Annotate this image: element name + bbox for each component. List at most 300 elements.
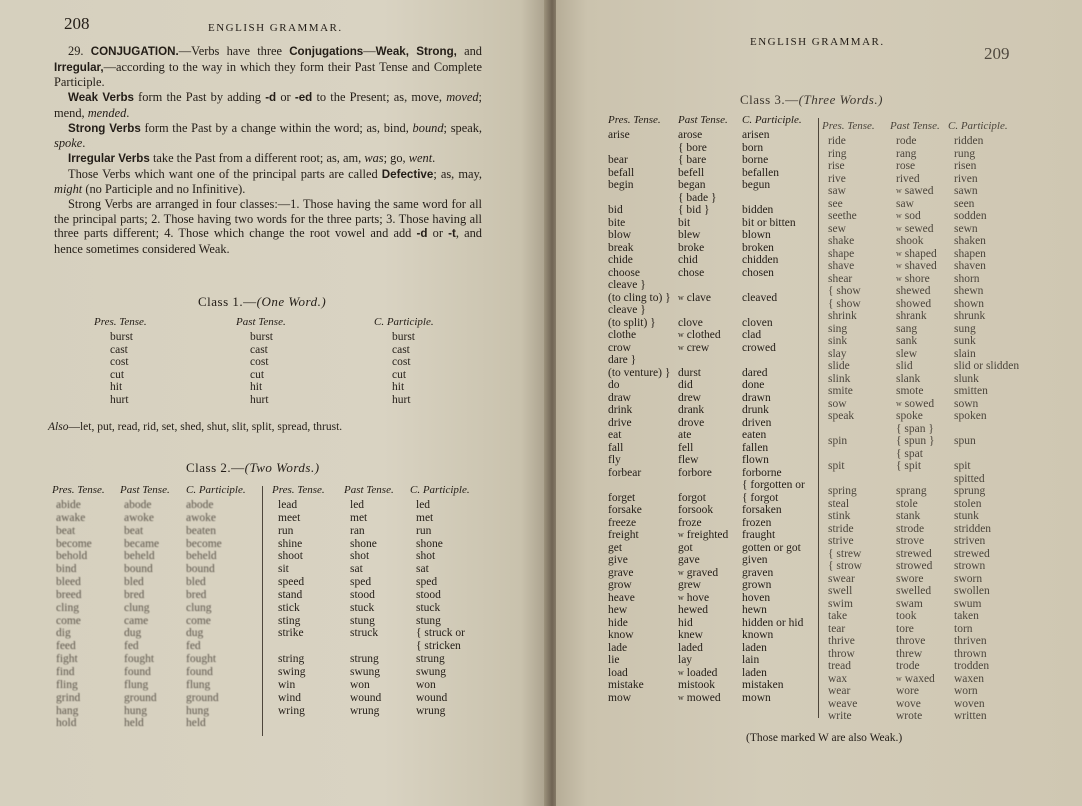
paragraph-text: (no Participle and no Infinitive).: [82, 182, 246, 197]
verb-form-cell: burst: [110, 331, 133, 343]
verb-form-cell: come: [186, 614, 211, 627]
verb-form-cell: [742, 192, 805, 205]
verb-form-cell: done: [742, 379, 765, 391]
class1-subtitle: (One Word.): [256, 294, 327, 309]
verb-form-cell: sew: [828, 222, 846, 235]
verb-form-cell: blow: [608, 229, 631, 241]
table-column: [678, 114, 728, 704]
verb-form-text: mowed: [686, 691, 721, 704]
verb-form-cell: forsake: [608, 504, 642, 516]
verb-form-cell: lie: [608, 654, 620, 666]
verb-form-cell: bred: [124, 588, 145, 601]
verb-form-cell: striven: [954, 535, 986, 547]
verb-form-cell: wound: [350, 691, 382, 704]
verb-form-cell: shear: [828, 272, 853, 285]
verb-form-cell: shave: [828, 260, 855, 272]
verb-form-cell: stung: [350, 614, 375, 627]
verb-form-cell: hurt: [110, 393, 129, 406]
weak-marker: w: [678, 692, 684, 702]
verb-form-cell: got: [678, 541, 693, 554]
verb-form-cell: hewn: [742, 604, 767, 616]
paragraph-text: —Verbs have three: [178, 44, 290, 58]
verb-form-cell: wore: [896, 685, 919, 697]
verb-form-cell: lade: [608, 641, 628, 654]
verb-form-cell: sown: [954, 397, 979, 410]
verb-form-cell: sung: [954, 322, 976, 335]
verb-form-cell: clung: [124, 601, 150, 614]
weak-marker: w: [896, 248, 902, 258]
verb-form-cell: sink: [828, 335, 848, 347]
verb-form-text: shaped: [904, 247, 937, 260]
verb-form-cell: sat: [350, 563, 363, 576]
verb-form-cell: sit: [278, 563, 289, 576]
column-header: Pres. Tense.: [822, 120, 875, 132]
verb-form-cell: wove: [896, 697, 921, 710]
verb-form-cell: (to venture) }: [608, 366, 671, 379]
verb-form-cell: won: [416, 678, 436, 691]
verb-form-cell: ran: [350, 524, 365, 537]
verb-form-cell: rise: [828, 160, 845, 172]
verb-form-cell: smote: [896, 385, 924, 397]
verb-form-cell: written: [954, 710, 987, 722]
column-header: C. Participle.: [374, 316, 434, 328]
verb-form-cell: give: [608, 554, 628, 566]
verb-form-cell: burst: [250, 331, 273, 343]
verb-form-cell: cost: [392, 356, 411, 369]
verb-form-cell: knew: [678, 629, 703, 641]
verb-form-cell: hurt: [392, 393, 411, 406]
verb-form-cell: wear: [828, 685, 851, 697]
verb-form-cell: slid or slidden: [954, 360, 1020, 372]
verb-form-cell: { bade }: [678, 191, 717, 204]
verb-form-cell: load: [608, 666, 628, 679]
verb-form-cell: swear: [828, 572, 855, 585]
verb-form-cell: dare }: [608, 354, 637, 366]
verb-form-cell: cling: [56, 601, 79, 614]
verb-form-cell: clad: [742, 329, 762, 341]
verb-form-text: graved: [686, 566, 719, 579]
verb-form-cell: bleed: [56, 576, 81, 589]
verb-form-cell: grown: [742, 579, 772, 591]
verb-form-cell: fell: [678, 441, 694, 454]
verb-form-cell: [822, 423, 875, 436]
intro-paragraph: [54, 197, 482, 257]
verb-form-cell: fall: [608, 441, 624, 454]
verb-form-cell: smite: [828, 385, 853, 397]
verb-form-cell: stand: [278, 588, 303, 601]
verb-form-cell: given: [742, 554, 768, 566]
verb-form-cell: thrown: [954, 647, 987, 660]
verb-form-cell: risen: [954, 160, 977, 172]
verb-form-cell: shewn: [954, 285, 984, 297]
verb-form-cell: swing: [278, 665, 306, 678]
verb-form-cell: bound: [124, 563, 153, 576]
verb-form-cell: { strow: [828, 560, 862, 572]
verb-form-cell: [678, 304, 728, 317]
verb-form-cell: hold: [56, 717, 77, 730]
verb-form-cell: rode: [896, 135, 917, 147]
verb-form-cell: swam: [896, 597, 923, 610]
verb-form-cell: begun: [742, 179, 771, 191]
verb-form-cell: became: [124, 537, 160, 550]
verb-form-cell: borne: [742, 154, 769, 166]
verb-form-cell: [272, 640, 325, 653]
bold-term: CONJUGATION.: [90, 45, 179, 58]
verb-form-cell: shrink: [828, 310, 857, 322]
verb-form-cell: abode: [124, 499, 152, 511]
paragraph-text: , and hence sometimes considered Weak.: [54, 226, 482, 257]
verb-form-cell: sunk: [954, 335, 976, 347]
italic-example: spoke: [54, 136, 83, 151]
verb-form-cell: bled: [124, 576, 144, 589]
verb-form-cell: [678, 667, 728, 680]
verb-form-cell: sped: [350, 576, 372, 589]
verb-form-cell: bit or bitten: [742, 216, 796, 229]
verb-form-cell: { strew: [828, 547, 862, 560]
verb-form-cell: hidden or hid: [742, 616, 804, 629]
verb-form-cell: tore: [896, 622, 914, 635]
verb-form-cell: born: [742, 141, 764, 154]
verb-form-cell: strewed: [896, 547, 932, 560]
verb-form-cell: shone: [350, 537, 377, 550]
verb-form-cell: mistaken: [742, 679, 784, 691]
verb-form-cell: came: [124, 614, 149, 627]
verb-form-cell: sprang: [896, 485, 927, 497]
verb-form-cell: forsook: [678, 504, 714, 516]
verb-form-cell: lain: [742, 654, 760, 666]
weak-marker: w: [678, 592, 684, 602]
verb-form-cell: stank: [896, 510, 921, 522]
verb-form-cell: sprung: [954, 485, 986, 497]
verb-form-cell: gave: [678, 554, 700, 566]
verb-form-cell: cut: [250, 368, 265, 381]
table-column: [822, 120, 875, 723]
table-column: [52, 484, 105, 730]
verb-form-cell: [344, 640, 394, 653]
table-column: [608, 114, 671, 704]
bold-term: Irregular,: [54, 60, 104, 74]
intro-paragraph: [54, 167, 482, 197]
verb-form-cell: spoke: [896, 410, 923, 422]
verb-form-cell: heave: [608, 591, 635, 604]
verb-form-text: freighted: [686, 529, 729, 541]
verb-form-cell: shot: [416, 550, 436, 563]
verb-form-cell: forget: [608, 491, 636, 504]
verb-form-cell: [678, 592, 728, 605]
verb-form-cell: wrung: [350, 704, 380, 717]
verb-form-cell: swum: [954, 597, 982, 610]
verb-form-cell: wax: [828, 672, 848, 685]
verb-form-cell: [890, 398, 940, 411]
verb-form-cell: hurt: [250, 393, 269, 406]
verb-form-cell: strike: [278, 627, 304, 640]
verb-form-cell: drink: [608, 404, 633, 416]
verb-form-cell: strowed: [896, 560, 933, 572]
verb-form-cell: cleave }: [608, 279, 646, 291]
table-column: [374, 316, 434, 407]
verb-form-cell: bite: [608, 216, 626, 229]
verb-form-cell: saw: [896, 197, 914, 210]
verb-form-text: loaded: [686, 666, 718, 679]
paragraph-text: to the Present; as, move,: [312, 90, 447, 105]
verb-form-cell: drive: [608, 416, 632, 429]
verb-form-cell: fallen: [742, 441, 769, 454]
weak-footnote: (Those marked W are also Weak.): [746, 732, 903, 744]
verb-form-cell: { spat: [896, 447, 923, 460]
weak-marker: w: [678, 292, 684, 302]
verb-form-cell: fraught: [742, 529, 776, 541]
verb-form-cell: cut: [110, 368, 125, 381]
italic-example: went: [408, 150, 433, 165]
verb-form-cell: wound: [416, 691, 448, 704]
verb-form-cell: [678, 354, 728, 367]
verb-form-cell: [678, 567, 728, 580]
verb-form-cell: shot: [350, 550, 370, 563]
verb-form-cell: broken: [742, 241, 774, 254]
verb-form-cell: draw: [608, 391, 631, 404]
paragraph-text: form the Past by adding: [133, 90, 266, 105]
column-header: C. Participle.: [410, 484, 470, 496]
verb-form-cell: [890, 248, 940, 261]
verb-form-cell: hung: [124, 704, 147, 717]
paragraph-text: —: [363, 44, 376, 58]
verb-form-cell: dug: [186, 627, 204, 640]
verb-form-cell: slew: [896, 347, 918, 360]
verb-form-text: clave: [686, 291, 712, 304]
verb-form-cell: { show: [828, 285, 861, 297]
verb-form-cell: cut: [392, 368, 407, 381]
verb-form-cell: [948, 423, 1019, 436]
verb-form-cell: stolen: [954, 497, 982, 510]
verb-form-cell: hide: [608, 616, 628, 629]
verb-form-cell: choose: [608, 266, 640, 279]
verb-form-cell: abode: [186, 499, 214, 511]
verb-form-cell: chid: [678, 254, 698, 266]
bold-term: -ed: [294, 91, 313, 105]
verb-form-cell: shrunk: [954, 310, 986, 322]
italic-example: might: [54, 182, 83, 197]
verb-form-text: sowed: [904, 397, 935, 410]
paragraph-text: or: [276, 90, 295, 105]
intro-paragraph: [54, 44, 482, 90]
verb-form-cell: tread: [828, 660, 851, 672]
weak-marker: w: [678, 530, 684, 539]
verb-form-cell: strive: [828, 535, 854, 547]
verb-form-cell: dug: [124, 627, 142, 640]
verb-form-cell: [890, 210, 940, 223]
verb-form-cell: ground: [124, 691, 157, 704]
verb-form-cell: took: [896, 610, 917, 622]
verb-form-cell: mistake: [608, 679, 644, 691]
verb-form-cell: [890, 260, 940, 273]
verb-form-cell: string: [278, 653, 305, 666]
verb-form-cell: do: [608, 379, 620, 391]
weak-marker: w: [896, 223, 902, 233]
verb-form-cell: hung: [186, 704, 209, 717]
verb-form-cell: shine: [278, 537, 303, 550]
verb-form-text: clothed: [686, 329, 721, 341]
verb-form-cell: riven: [954, 172, 978, 185]
verb-form-cell: { bore: [678, 141, 707, 154]
verb-form-cell: steal: [828, 497, 850, 510]
intro-paragraph: [54, 121, 482, 151]
verb-form-cell: dig: [56, 627, 71, 640]
verb-form-cell: swell: [828, 585, 853, 597]
verb-form-cell: { bid }: [678, 204, 710, 216]
table-column: [410, 484, 470, 717]
verb-form-cell: slain: [954, 347, 976, 360]
verb-form-cell: clove: [678, 316, 703, 329]
paragraph-text: take the Past from a different root; as, am,: [149, 150, 365, 165]
verb-form-cell: blew: [678, 229, 701, 241]
verb-form-cell: cleave }: [608, 304, 646, 316]
verb-form-cell: hid: [678, 616, 693, 629]
verb-form-cell: chide: [608, 254, 633, 266]
verb-form-cell: cast: [250, 343, 268, 356]
verb-form-cell: laden: [742, 666, 767, 679]
verb-form-cell: fought: [124, 653, 155, 666]
verb-form-cell: strung: [416, 653, 445, 666]
verb-form-cell: shoot: [278, 550, 303, 563]
verb-form-cell: forbore: [678, 466, 712, 479]
verb-form-cell: bidden: [742, 204, 774, 216]
verb-form-cell: drew: [678, 391, 701, 404]
verb-form-cell: rive: [828, 172, 846, 185]
verb-form-cell: wind: [278, 691, 301, 704]
verb-form-cell: take: [828, 610, 848, 622]
verb-form-cell: { show: [828, 297, 861, 310]
verb-form-cell: sow: [828, 397, 847, 410]
verb-form-cell: fight: [56, 653, 78, 666]
paragraph-text: ; speak,: [443, 120, 483, 135]
verb-form-cell: awoke: [186, 511, 217, 524]
verb-form-cell: know: [608, 629, 634, 641]
verb-form-cell: found: [186, 665, 213, 678]
verb-form-cell: feed: [56, 640, 76, 653]
table-column: [94, 316, 147, 407]
verb-form-cell: run: [416, 524, 432, 537]
verb-form-cell: freeze: [608, 516, 637, 529]
verb-form-cell: bit: [678, 216, 691, 229]
italic-example: moved: [446, 90, 479, 105]
verb-form-cell: hewed: [678, 604, 709, 616]
verb-form-cell: froze: [678, 516, 702, 529]
verb-form-cell: eat: [608, 429, 622, 441]
column-header: Past Tense.: [236, 316, 286, 328]
verb-form-cell: led: [416, 499, 431, 511]
also-text: —let, put, read, rid, set, shed, shut, slit, split, spread, thrust.: [68, 421, 343, 433]
verb-form-cell: cast: [110, 343, 128, 356]
verb-form-cell: stood: [416, 588, 441, 601]
italic-example: mended: [87, 105, 127, 120]
table-column: [120, 484, 170, 730]
verb-form-cell: bred: [186, 588, 207, 601]
verb-form-cell: sworn: [954, 572, 983, 585]
verb-form-cell: befallen: [742, 166, 780, 179]
paragraph-text: —according to the way in which they form their Past Tense and Complete Participle.: [54, 59, 482, 90]
verb-form-cell: stridden: [954, 522, 992, 535]
verb-form-cell: stride: [828, 522, 854, 535]
verb-form-cell: forbear: [608, 466, 642, 479]
verb-form-cell: [890, 185, 940, 198]
verb-form-cell: grind: [56, 691, 81, 704]
verb-form-cell: sodden: [954, 210, 987, 222]
verb-form-cell: grave: [608, 566, 634, 579]
verb-form-cell: driven: [742, 416, 772, 429]
table-column: [186, 484, 246, 730]
verb-form-cell: see: [828, 197, 843, 210]
verb-form-cell: sawn: [954, 185, 978, 197]
verb-form-cell: strewed: [954, 547, 990, 560]
verb-form-cell: begin: [608, 179, 634, 191]
verb-form-text: sod: [904, 210, 921, 222]
verb-form-cell: seethe: [828, 210, 857, 222]
verb-form-cell: sting: [278, 614, 301, 627]
verb-form-cell: thriven: [954, 635, 987, 647]
verb-form-cell: speak: [828, 410, 855, 422]
verb-form-cell: rose: [896, 160, 916, 172]
weak-marker: w: [896, 211, 902, 220]
verb-form-cell: abide: [56, 499, 81, 511]
verb-form-cell: awake: [56, 511, 86, 524]
verb-form-cell: { span }: [896, 422, 934, 435]
italic-example: bound: [412, 120, 444, 135]
verb-form-cell: { spit: [896, 460, 922, 472]
verb-form-cell: throve: [896, 635, 926, 647]
verb-form-cell: mown: [742, 691, 771, 704]
class3-title-text: Class 3.: [740, 92, 786, 107]
verb-form-text: shaved: [904, 260, 937, 272]
verb-form-cell: ground: [186, 691, 219, 704]
verb-form-cell: strode: [896, 522, 925, 535]
verb-form-cell: swung: [350, 665, 381, 678]
verb-form-cell: held: [186, 717, 206, 730]
verb-form-cell: laden: [742, 641, 767, 654]
column-header: Pres. Tense.: [94, 316, 147, 328]
verb-form-cell: rang: [896, 147, 917, 160]
bold-term: Defective: [381, 167, 434, 181]
verb-form-cell: sang: [896, 322, 918, 335]
paragraph-text: ; mend,: [54, 90, 482, 120]
verb-form-cell: shaken: [954, 235, 986, 247]
verb-form-cell: crow: [608, 341, 631, 354]
verb-form-cell: [890, 673, 940, 686]
verb-form-cell: { stricken: [416, 640, 461, 653]
verb-form-cell: thrive: [828, 635, 855, 647]
verb-form-cell: spun: [954, 435, 976, 447]
verb-form-cell: arisen: [742, 129, 770, 141]
verb-form-cell: [742, 279, 805, 292]
verb-form-text: shore: [904, 272, 930, 285]
verb-form-cell: hit: [250, 381, 263, 394]
verb-form-cell: gotten or got: [742, 541, 801, 554]
verb-form-cell: sank: [896, 335, 918, 347]
verb-form-cell: woven: [954, 697, 985, 710]
verb-form-cell: shewed: [896, 285, 931, 297]
column-header: Pres. Tense.: [608, 114, 661, 126]
verb-form-cell: sped: [416, 576, 438, 589]
left-running-head: ENGLISH GRAMMAR.: [208, 22, 343, 34]
verb-form-cell: [742, 354, 805, 367]
verb-form-cell: spit: [828, 460, 845, 472]
left-page-number: 208: [64, 14, 90, 33]
verb-form-cell: [678, 342, 728, 355]
verb-form-cell: [608, 142, 671, 155]
verb-form-cell: swung: [416, 665, 447, 678]
verb-form-cell: torn: [954, 622, 973, 635]
verb-form-cell: held: [124, 717, 144, 730]
verb-form-cell: trode: [896, 660, 920, 672]
